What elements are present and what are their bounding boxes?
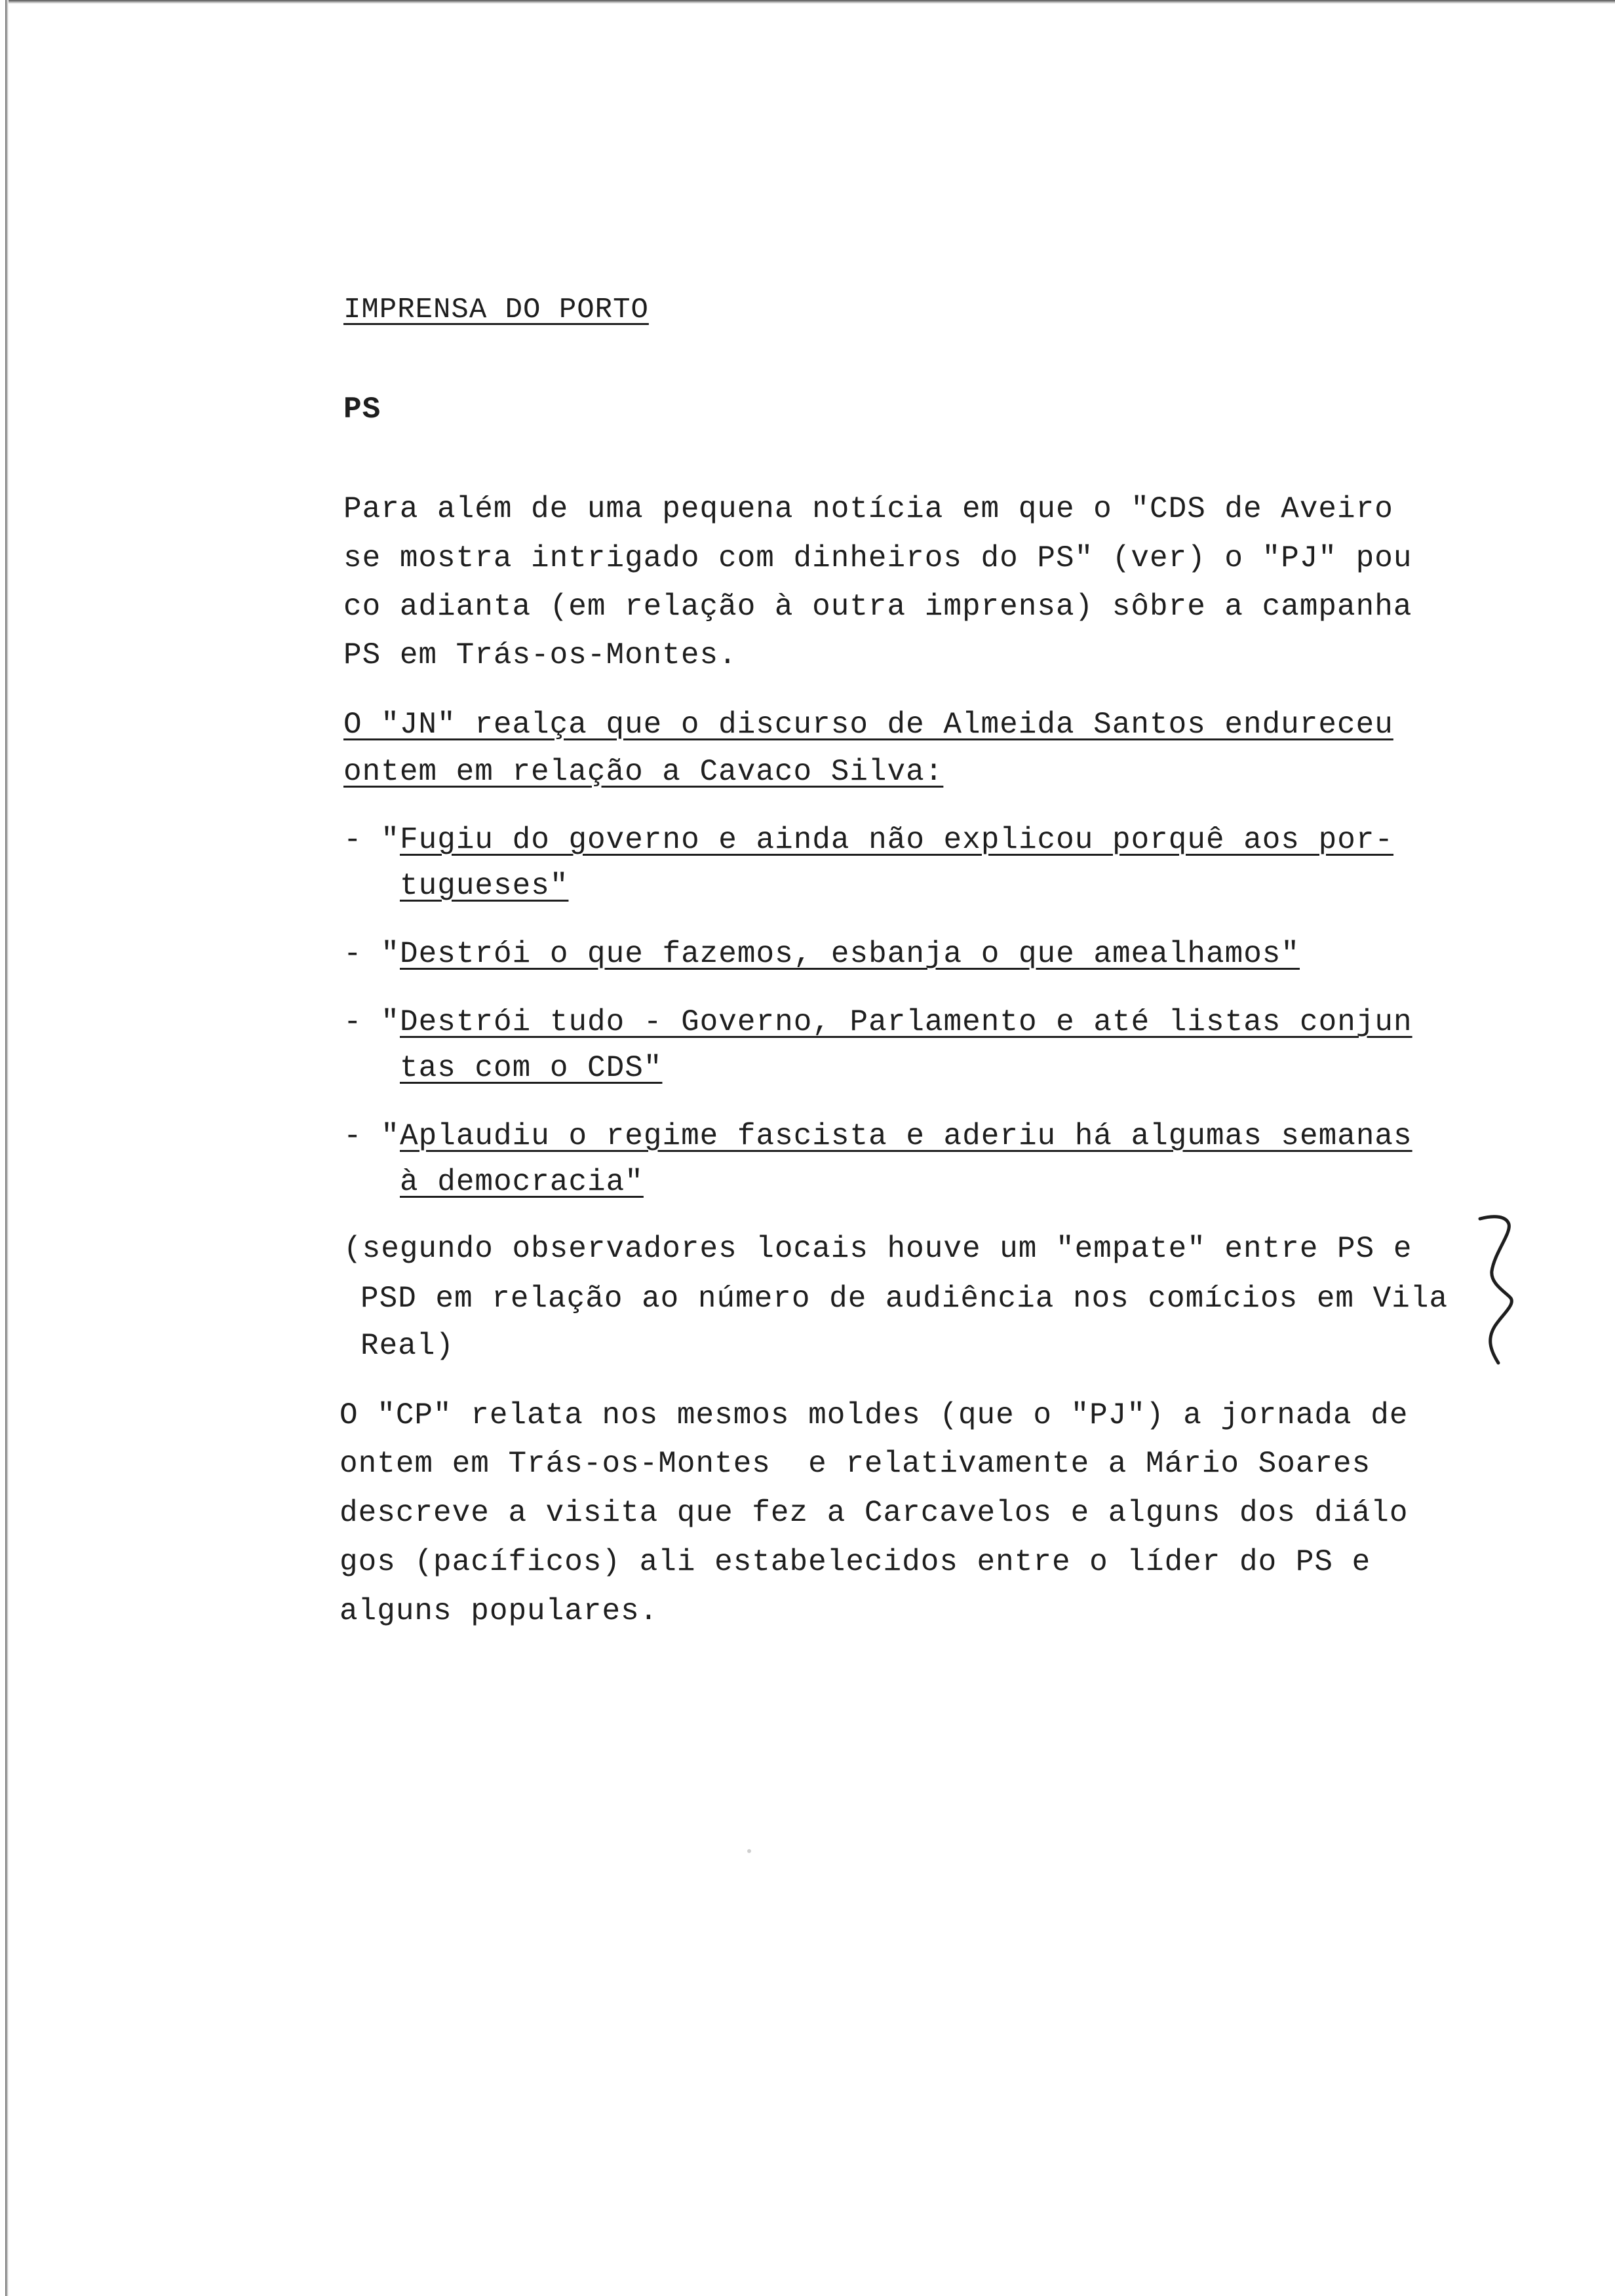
quote-3-dash: - " — [343, 1005, 400, 1039]
quote-1-dash: - " — [343, 823, 400, 857]
cp-paragraph-line-4: gos (pacíficos) ali estabelecidos entre o líder do PS e — [340, 1545, 1371, 1579]
paragraph-1-line-4: PS em Trás-os-Montes. — [343, 638, 737, 672]
quote-2-line-1: Destrói o que fazemos, esbanja o que amealhamos" — [400, 937, 1300, 971]
paragraph-1-line-2: se mostra intrigado com dinheiros do PS" (ver) o "PJ" pou — [343, 541, 1412, 575]
page-left-edge — [5, 0, 9, 2296]
paragraph-1-line-3: co adianta (em relação à outra imprensa) sôbre a campanha — [343, 590, 1412, 624]
quote-4-dash: - " — [343, 1119, 400, 1153]
quote-1-line-1: Fugiu do governo e ainda não explicou porquê aos por- — [400, 823, 1394, 857]
section-heading: PS — [343, 392, 381, 427]
observers-line-2: PSD em relação ao número de audiência nos comícios em Vila — [360, 1282, 1449, 1316]
quote-3-line-1: Destrói tudo - Governo, Parlamento e até listas conjun — [400, 1005, 1412, 1039]
document-title: IMPRENSA DO PORTO — [343, 294, 649, 326]
jn-intro-line-1: O "JN" realça que o discurso de Almeida Santos endureceu — [343, 708, 1393, 742]
scan-speck — [747, 1849, 751, 1853]
quote-4-line-2: à democracia" — [400, 1165, 644, 1199]
handwritten-brace-mark — [1475, 1212, 1534, 1369]
paragraph-1-line-1: Para além de uma pequena notícia em que o "CDS de Aveiro — [343, 492, 1393, 526]
quote-3-line-2: tas com o CDS" — [400, 1051, 663, 1085]
cp-paragraph-line-5: alguns populares. — [340, 1594, 659, 1628]
observers-line-1: (segundo observadores locais houve um "empate" entre PS e — [343, 1232, 1412, 1266]
page-top-edge — [8, 0, 1615, 4]
jn-intro-line-2: ontem em relação a Cavaco Silva: — [343, 755, 944, 789]
observers-line-3: Real) — [360, 1329, 455, 1363]
quote-2-dash: - " — [343, 937, 400, 971]
cp-paragraph-line-3: descreve a visita que fez a Carcavelos e alguns dos diálo — [340, 1496, 1409, 1530]
cp-paragraph-line-2: ontem em Trás-os-Montes e relativamente a Mário Soares — [340, 1447, 1371, 1481]
quote-4-line-1: Aplaudiu o regime fascista e aderiu há algumas semanas — [400, 1119, 1412, 1153]
cp-paragraph-line-1: O "CP" relata nos mesmos moldes (que o "PJ") a jornada de — [340, 1398, 1409, 1432]
quote-1-line-2: tugueses" — [400, 869, 569, 903]
